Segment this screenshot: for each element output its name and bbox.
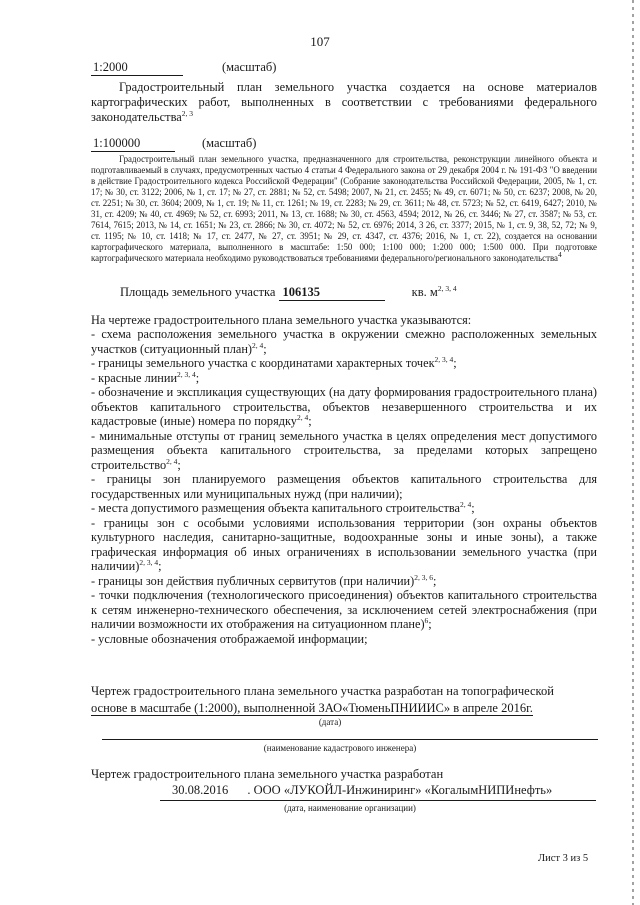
caption-dev: (дата, наименование организации) — [284, 803, 416, 813]
scale-row-2 — [91, 136, 321, 152]
dev-line-2 — [172, 783, 552, 798]
list-item: - границы зон с особыми условиями использования территории (зон охраны объектов культурного наследия, санитарно-защитные, водоохранные зоны и иные зоны), а также графическая информация об иных ограничениях в использовании земельного участка (при наличии)$^{2, 3, 4}$; — [91, 515, 597, 573]
scale-label-1: (масштаб) — [222, 60, 277, 74]
scale-value-2: 1:100000 — [91, 136, 175, 152]
caption-engineer: (наименование кадастрового инженера) — [263, 743, 417, 753]
area-value: 106135 — [279, 285, 385, 301]
paragraph-cartography-sup: 2, 3 — [181, 108, 194, 118]
paragraph-linear-object-text: Градостроительный план земельного участка, предназначенного для строительства, реконструкции линейного объекта и подготавливаемый в случаях, предусмотренных частью 4 статьи 4 Федерального закона от 29 декабря 2004 г. № 191-ФЗ "О введении в действие Градостроительного кодекса Российской Федерации" (Собрание законодательства Российской Федерации, 2005, № 1, ст. 17; № 30, ст. 3122; 2006, № 1, ст. 17; № 27, ст. 2881; № 52, ст. 5498; 2007, № 21, ст. 2455; № 49, ст. 6071; № 50, ст. 6237; 2008, № 20, ст. 2251; № 30, ст. 3604; 2009, № 1, ст. 19; № 11, ст. 1261; № 19, ст. 2283; № 29, ст. 3611; № 48, ст. 5723; № 52, ст. 6419, 6427; 2010, № 31, ст. 4209; № 40, ст. 4969; № 52, ст. 6993; 2011, № 13, ст. 1688; № 30, ст. 4563, 4594; 2012, № 26, ст. 3446; № 27, ст. 3587; № 53, ст. 7614, 7615; 2013, № 14, ст. 1651; № 23, ст. 2866; № 30, ст. 4072; № 52, ст. 6976; 2014, 3 26, ст. 3377; 2015, № 1, ст. 9, 38, 52, 72; № 9, ст. 1195; № 10, ст. 1418; № 17, ст. 2477, № 27, ст. 3951; № 29, ст. 4347, ст. 4376; 2016, № 1, ст. 22), создается на основании картографического материала, выполненного в масштабе: 1:50 000; 1:100 000; 1:200 000; 1:500 000. При подготовке картографического материала необходимо руководствоваться требованиями федерального/регионального законодательства — [91, 154, 597, 263]
scale-label-2: (масштаб) — [202, 136, 257, 150]
paragraph-cartography-text: Градостроительный план земельного участка создается на основе материалов картографических работ, выполненных в соответствии с требованиями федерального законодательства — [91, 80, 597, 124]
dev-line-1: Чертеж градостроительного плана земельного участка разработан — [91, 767, 444, 781]
list-item: - места допустимого размещения объекта капитального строительства$^{2, 4}$; — [91, 499, 475, 515]
list-item: - границы зон действия публичных сервитутов (при наличии)$^{2, 3, 6}$; — [91, 572, 437, 588]
paragraph-linear-object-sup: 4 — [558, 250, 562, 260]
list-item: - красные линии$^{2, 3, 4}$; — [91, 369, 200, 385]
list-item: - обозначение и экспликация существующих (на дату формирования градостроительного плана) объектов капитального строительства, объектов незавершенного строительства и их кадастровые (иные) номера по порядку$^{2, 4}$; — [91, 385, 597, 428]
scan-edge-mark — [632, 0, 634, 905]
list-item: - границы зон планируемого размещения объектов капитального строительства для государственных или муниципальных нужд (при наличии); — [91, 472, 597, 501]
dev-date: 30.08.2016 — [172, 783, 229, 797]
list-item: - минимальные отступы от границ земельного участка в целях определения мест допустимого размещения объекта капитального строительства, за пределами которых запрещено строительство$^{2, 4}$; — [91, 428, 597, 472]
dev-org: . ООО «ЛУКОЙЛ-Инжиниринг» «КогалымНИПИнефть» — [247, 783, 553, 797]
scale-row-1 — [91, 60, 321, 76]
area-label: Площадь земельного участка — [120, 285, 276, 299]
engineer-signature-line — [102, 739, 598, 740]
sheet-counter: Лист 3 из 5 — [538, 853, 589, 864]
paragraph-linear-object — [91, 154, 597, 264]
drawing-line-2: основе в масштабе (1:2000), выполненной ЗАО«ТюменьПНИИИС» в апреле 2016г. — [91, 701, 533, 715]
area-row — [120, 285, 457, 301]
list-intro: На чертеже градостроительного плана земельного участка указываются: — [91, 313, 472, 327]
paragraph-cartography — [91, 80, 597, 125]
list-item: - условные обозначения отображаемой информации; — [91, 631, 368, 646]
list-item: - схема расположения земельного участка в окружении смежно расположенных земельных участков (ситуационный план)$^{2, 4}$; — [91, 327, 597, 356]
dev-underline — [160, 800, 596, 801]
list-item: - точки подключения (технологического присоединения) объектов капитального строительства к сетям инженерно-технического обеспечения, за исключением сетей электроснабжения (при наличии возможности их отображения на ситуационном плане)$^6$; — [91, 588, 597, 631]
requirements-list — [91, 327, 597, 646]
area-sup: 2, 3, 4 — [437, 283, 457, 293]
scale-value-1: 1:2000 — [91, 60, 183, 76]
caption-date: (дата) — [318, 717, 342, 727]
area-unit: кв. м — [411, 285, 438, 299]
list-item: - границы земельного участка с координатами характерных точек$^{2, 3, 4}$; — [91, 354, 457, 370]
page-number: 107 — [310, 34, 330, 49]
drawing-line-1: Чертеж градостроительного плана земельного участка разработан на топографической — [91, 684, 554, 698]
